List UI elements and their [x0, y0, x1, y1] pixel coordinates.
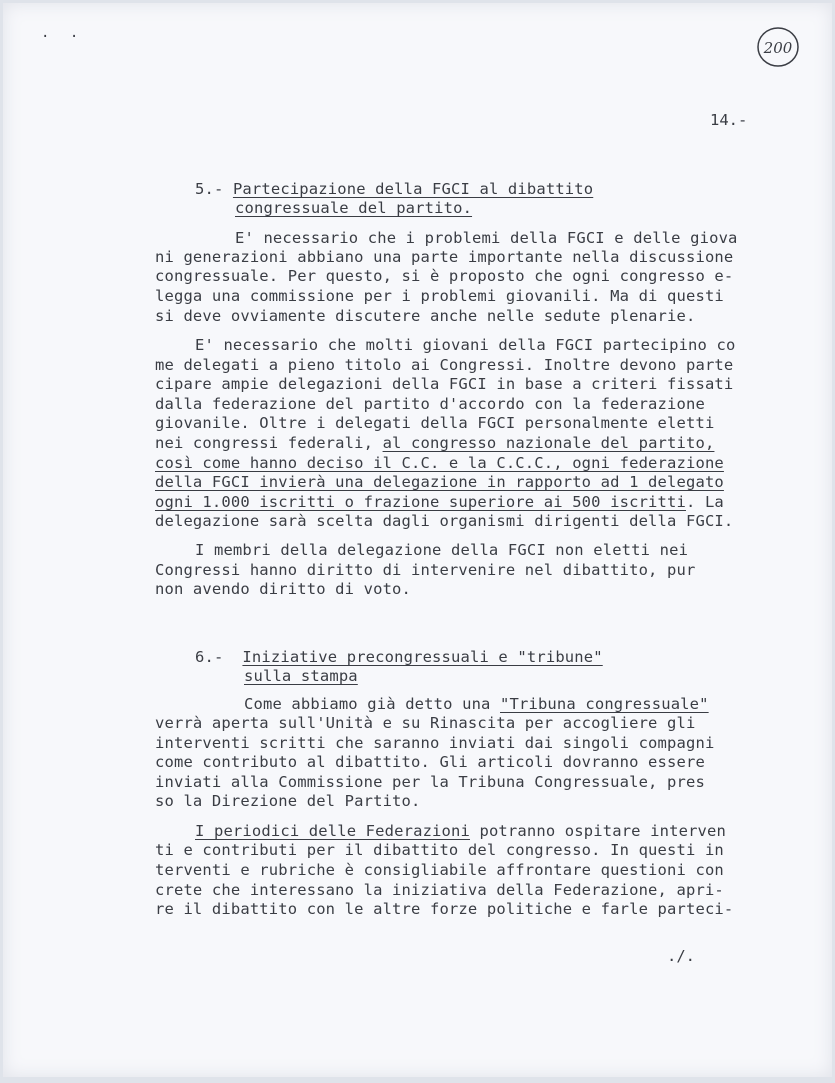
- s5-p1-line: ni generazioni abbiano una parte importante nella discussione: [155, 248, 734, 266]
- s5-p2-l9-plain: . La: [685, 493, 724, 511]
- s5-p1-line: legga una commissione per i problemi giovanili. Ma di questi: [155, 287, 724, 305]
- s5-p3-line: non avendo diritto di voto.: [155, 580, 412, 598]
- s6-p1-line: verrà aperta sull'Unità e su Rinascita per accogliere gli: [155, 714, 696, 732]
- s6-p2-line: re il dibattito con le altre forze politiche e farle parteci-: [155, 900, 734, 918]
- s5-p1-line: congressuale. Per questo, si è proposto che ogni congresso e-: [155, 267, 734, 285]
- document-page: [3, 3, 832, 1077]
- s5-p2-line: [155, 473, 724, 492]
- section5-title-line2-row: [235, 199, 472, 218]
- s5-p2-line: giovanile. Oltre i delegati della FGCI personalmente eletti: [155, 414, 715, 432]
- s5-p2-l8-underlined: della FGCI invierà una delegazione in rapporto ad 1 delegato: [155, 473, 724, 491]
- s5-p2-line: me delegati a pieno titolo ai Congressi. Inoltre devono parte: [155, 356, 734, 374]
- s6-p2-line: ti e contributi per il dibattito del congresso. In questi in: [155, 841, 724, 859]
- s6-p1-line: come contributo al dibattito. Gli articoli dovranno essere: [155, 753, 705, 771]
- section5-title-line2: congressuale del partito.: [235, 199, 473, 217]
- s5-p2-l9-underlined: ogni 1.000 iscritti o frazione superiore ai 500 iscritti: [155, 493, 686, 511]
- s6-p1-line: [244, 695, 709, 714]
- section6-title-line2-row: [244, 667, 358, 686]
- section6-title-line2: sulla stampa: [244, 667, 358, 685]
- s5-p2-line: [155, 454, 724, 473]
- archive-stamp: [755, 25, 801, 69]
- s6-p1-l1-underlined: "Tribuna congressuale": [500, 695, 709, 713]
- section6-title-line1: Iniziative precongressuali e "tribune": [242, 648, 603, 666]
- section6-number: 6.-: [195, 648, 224, 666]
- s5-p2-line: cipare ampie delegazioni della FGCI in base a criteri fissati: [155, 375, 734, 393]
- s6-p1-line: inviati alla Commissione per la Tribuna Congressuale, pres: [155, 773, 705, 791]
- s6-p2-line: crete che interessano la iniziativa della Federazione, apri-: [155, 881, 724, 899]
- s5-p1-line: E' necessario che i problemi della FGCI e delle giova: [235, 229, 738, 247]
- s6-p2-l1-plain: potranno ospitare interven: [469, 822, 726, 840]
- s6-p2-line: [195, 822, 726, 841]
- s6-p2-l1-underlined: I periodici delle Federazioni: [195, 822, 470, 840]
- archive-stamp-circle-icon: [755, 25, 801, 69]
- s5-p3-line: Congressi hanno diritto di intervenire nel dibattito, pur: [155, 561, 696, 579]
- s5-p2-line: [155, 434, 714, 453]
- s5-p2-line: delegazione sarà scelta dagli organismi dirigenti della FGCI.: [155, 512, 734, 530]
- s5-p2-line: dalla federazione del partito d'accordo con la federazione: [155, 395, 705, 413]
- s5-p2-l7-underlined: così come hanno deciso il C.C. e la C.C.C., ogni federazione: [155, 454, 724, 472]
- s5-p1-line: si deve ovviamente discutere anche nelle sedute plenarie.: [155, 307, 696, 325]
- section5-number: 5.-: [195, 180, 224, 198]
- archive-stamp-number: 200: [763, 39, 793, 57]
- s6-p2-line: terventi e rubriche è consigliabile affrontare questioni con: [155, 861, 724, 879]
- s5-p3-line: I membri della delegazione della FGCI non eletti nei: [195, 541, 689, 559]
- section5-heading: [195, 180, 593, 199]
- s5-p2-line: E' necessario che molti giovani della FGCI partecipino co: [195, 336, 736, 354]
- s5-p2-l6-plain: nei congressi federali,: [155, 434, 383, 452]
- section6-heading: [195, 648, 603, 667]
- continuation-mark: ./.: [667, 947, 695, 965]
- s5-p2-line: [155, 493, 724, 512]
- s6-p1-line: so la Direzione del Partito.: [155, 792, 421, 810]
- section5-title-line1: Partecipazione della FGCI al dibattito: [232, 180, 594, 198]
- page-number: 14.-: [710, 111, 748, 129]
- margin-marks: . .: [41, 25, 85, 41]
- s6-p1-line: interventi scritti che saranno inviati dai singoli compagni: [155, 734, 715, 752]
- s5-p2-l6-underlined: al congresso nazionale del partito,: [382, 434, 715, 452]
- s6-p1-l1-plain: Come abbiamo già detto una: [244, 695, 501, 713]
